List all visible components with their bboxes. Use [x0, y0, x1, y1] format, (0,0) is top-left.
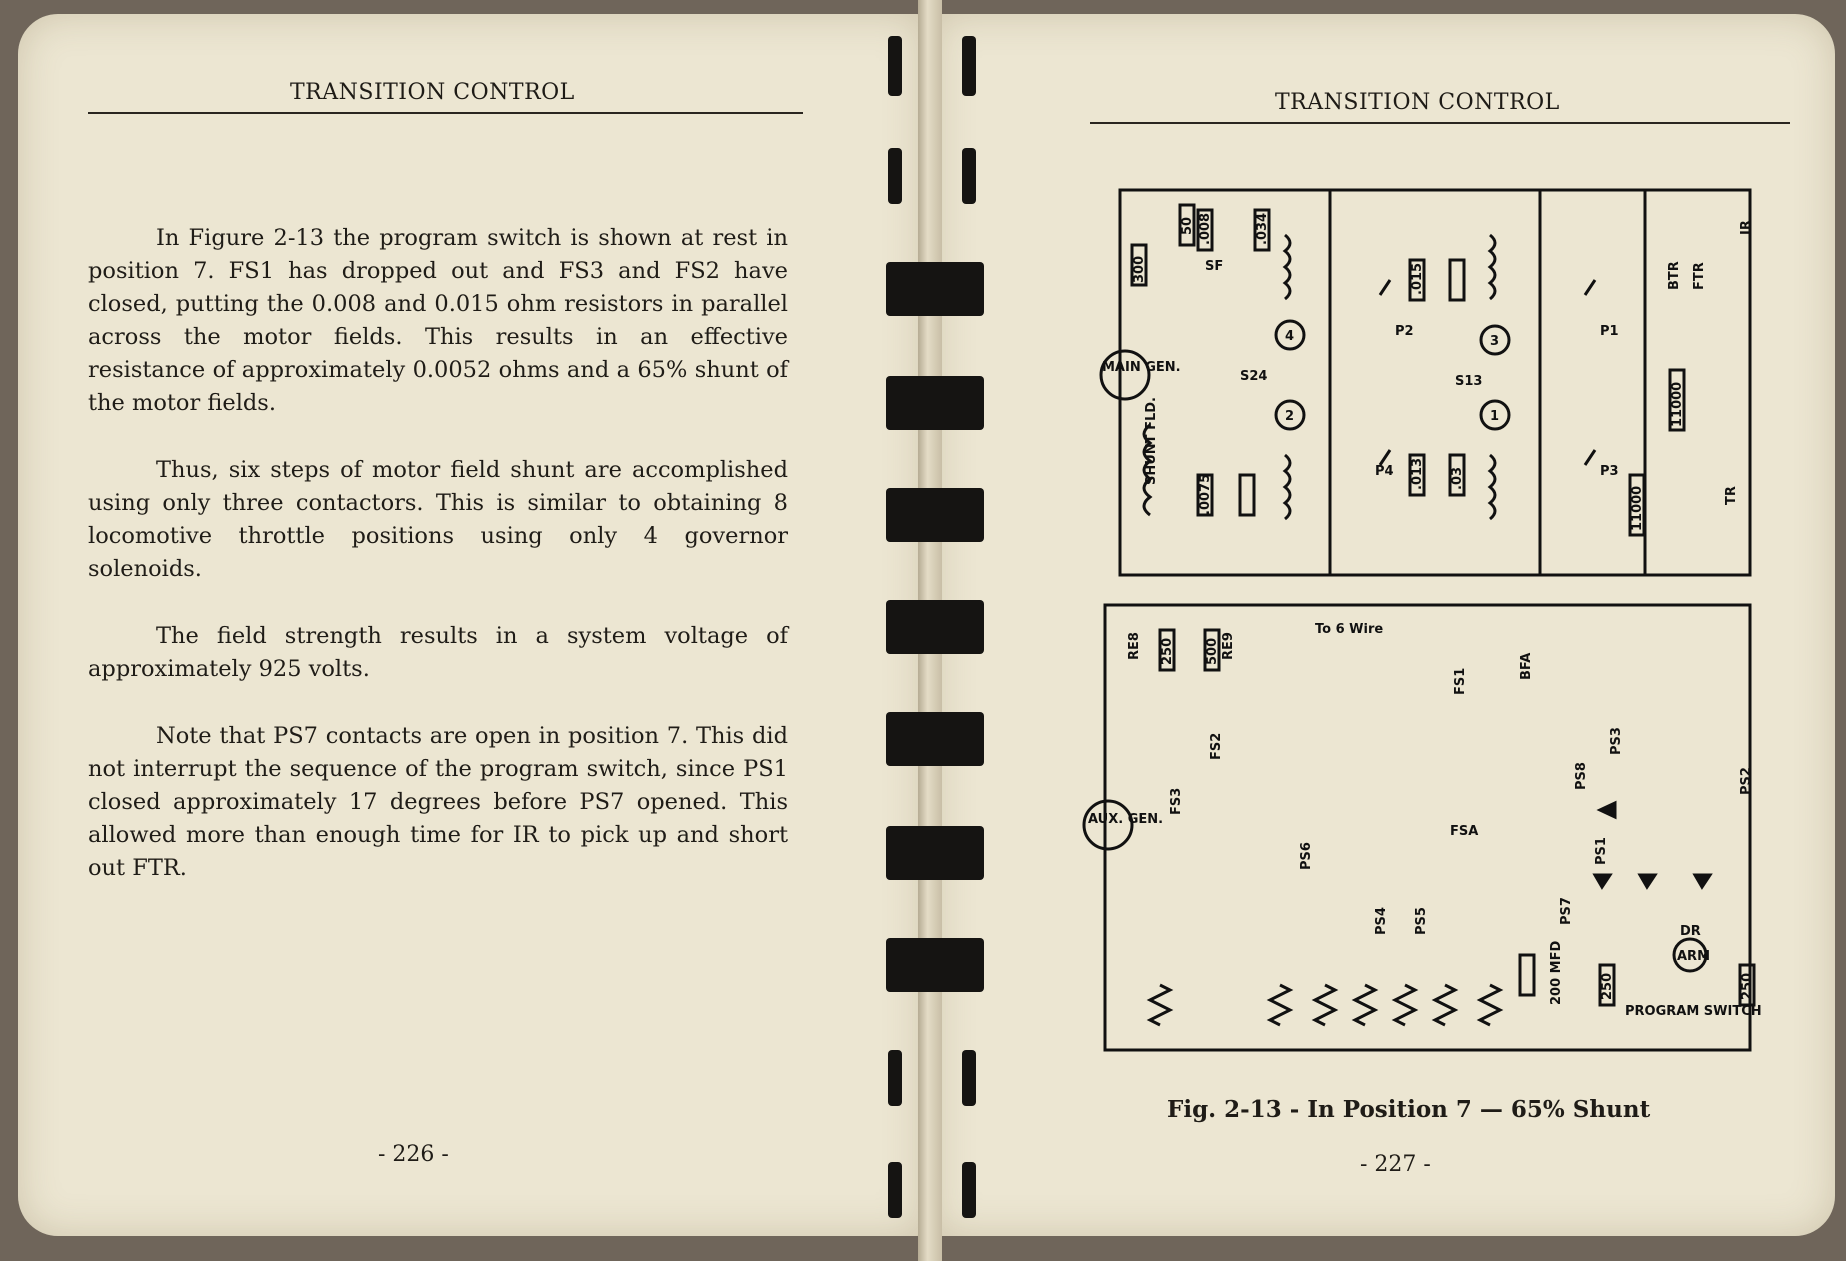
program-switch-label: PROGRAM SWITCH: [1625, 1004, 1762, 1019]
p2-label: P2: [1395, 324, 1414, 339]
r0075-label: .0075: [1198, 473, 1213, 515]
paragraph: Note that PS7 contacts are open in position 7. This did not interrupt the sequence of the program switch, since PS1 closed approximately 17 degrees before PS7 opened. This allowed more than enough time for IR to pick up and short out FTR.: [88, 723, 788, 881]
fs2-label: FS2: [1209, 732, 1224, 760]
bottom-panel-frame: [1105, 605, 1750, 1050]
ring: [962, 148, 976, 204]
motor-2-label: 2: [1285, 409, 1295, 424]
paragraph: In Figure 2-13 the program switch is shown at rest in position 7. FS1 has dropped out and FS3 and FS2 have closed, putting the 0.008 and 0.015 ohm resistors in parallel across the motor fields. This results in an effective resistance of approximately 0.0052 ohms and a 65% shunt of the motor fields.: [88, 225, 788, 416]
r008-label: .008: [1198, 212, 1213, 245]
ring: [962, 1162, 976, 1218]
r015-label: .015: [1410, 262, 1425, 295]
ring: [886, 488, 984, 542]
paragraph: Thus, six steps of motor field shunt are accomplished using only three contactors. This is similar to obtaining 8 locomotive throttle positions using only 4 governor solenoids.: [88, 457, 788, 582]
r013-label: .013: [1410, 457, 1425, 490]
resistor-250c-label: 250: [1740, 972, 1755, 1000]
resistor-11000a-label: 11000: [1670, 381, 1685, 427]
ring: [962, 36, 976, 96]
motor-3-label: 3: [1490, 334, 1500, 349]
s24-label: S24: [1240, 369, 1268, 384]
dr-label: DR: [1680, 924, 1701, 939]
ps4-label: PS4: [1374, 907, 1389, 935]
ps1-label: PS1: [1594, 837, 1609, 865]
sf-label: SF: [1205, 259, 1224, 274]
left-page: [18, 14, 923, 1236]
left-body-text: [88, 222, 788, 919]
ps7-label: PS7: [1559, 897, 1574, 925]
ring: [888, 1050, 902, 1106]
re8-label: RE8: [1127, 632, 1142, 660]
capacitor-label: 200 MFD: [1549, 940, 1564, 1005]
motor-4-label: 4: [1285, 329, 1295, 344]
re9-label: RE9: [1221, 632, 1236, 660]
left-folio: - 226 -: [378, 1142, 449, 1167]
ring: [886, 600, 984, 654]
to-6-wire-label: To 6 Wire: [1315, 622, 1384, 637]
ring: [886, 938, 984, 992]
s13-label: S13: [1455, 374, 1483, 389]
resistor-500-label: 500: [1205, 637, 1220, 665]
fs3-label: FS3: [1169, 787, 1184, 815]
aux-gen-label: AUX. GEN.: [1088, 812, 1164, 827]
resistor-250a-label: 250: [1160, 637, 1175, 665]
ftr-label: FTR: [1692, 262, 1707, 290]
tr-label: TR: [1724, 486, 1739, 505]
schematic-diagram: [1080, 175, 1770, 1055]
resistor-11000b-label: 11000: [1630, 485, 1645, 531]
ring: [886, 262, 984, 316]
left-head-rule: [88, 112, 803, 114]
r03-label: .03: [1450, 466, 1465, 490]
ring: [886, 826, 984, 880]
right-head-rule: [1090, 122, 1790, 124]
ring: [888, 1162, 902, 1218]
main-gen-label: MAIN GEN.: [1102, 360, 1181, 375]
arm-label: ARM: [1677, 949, 1711, 964]
ps2-label: PS2: [1739, 767, 1754, 795]
p3-label: P3: [1600, 464, 1619, 479]
right-folio: - 227 -: [1360, 1152, 1431, 1177]
ps6-label: PS6: [1299, 842, 1314, 870]
schematic-svg: [1080, 175, 1770, 1055]
resistor-250b-label: 250: [1600, 972, 1615, 1000]
fs1-label: FS1: [1453, 667, 1468, 695]
bfa-label: BFA: [1519, 652, 1534, 680]
resistor-300-label: 300: [1132, 255, 1147, 283]
top-panel-frame: [1120, 190, 1750, 575]
right-running-head: TRANSITION CONTROL: [1275, 90, 1560, 115]
ps3-label: PS3: [1609, 727, 1624, 755]
ps8-label: PS8: [1574, 762, 1589, 790]
ring: [886, 376, 984, 430]
figure-caption: Fig. 2-13 - In Position 7 — 65% Shunt: [1167, 1096, 1651, 1123]
fsa-label: FSA: [1450, 824, 1479, 839]
ps5-label: PS5: [1414, 907, 1429, 935]
btr-label: BTR: [1667, 261, 1682, 290]
shunt-fld-label: SHUNT FLD.: [1144, 397, 1159, 485]
ir-label: IR: [1739, 220, 1754, 235]
ring: [888, 36, 902, 96]
paragraph: The field strength results in a system voltage of approximately 925 volts.: [88, 623, 788, 682]
p1-label: P1: [1600, 324, 1619, 339]
resistor-50-label: 50: [1180, 216, 1195, 235]
left-running-head: TRANSITION CONTROL: [290, 80, 575, 105]
ring: [886, 712, 984, 766]
r034-label: .034: [1255, 212, 1270, 245]
motor-1-label: 1: [1490, 409, 1500, 424]
ring: [962, 1050, 976, 1106]
p4-label: P4: [1375, 464, 1394, 479]
ring: [888, 148, 902, 204]
